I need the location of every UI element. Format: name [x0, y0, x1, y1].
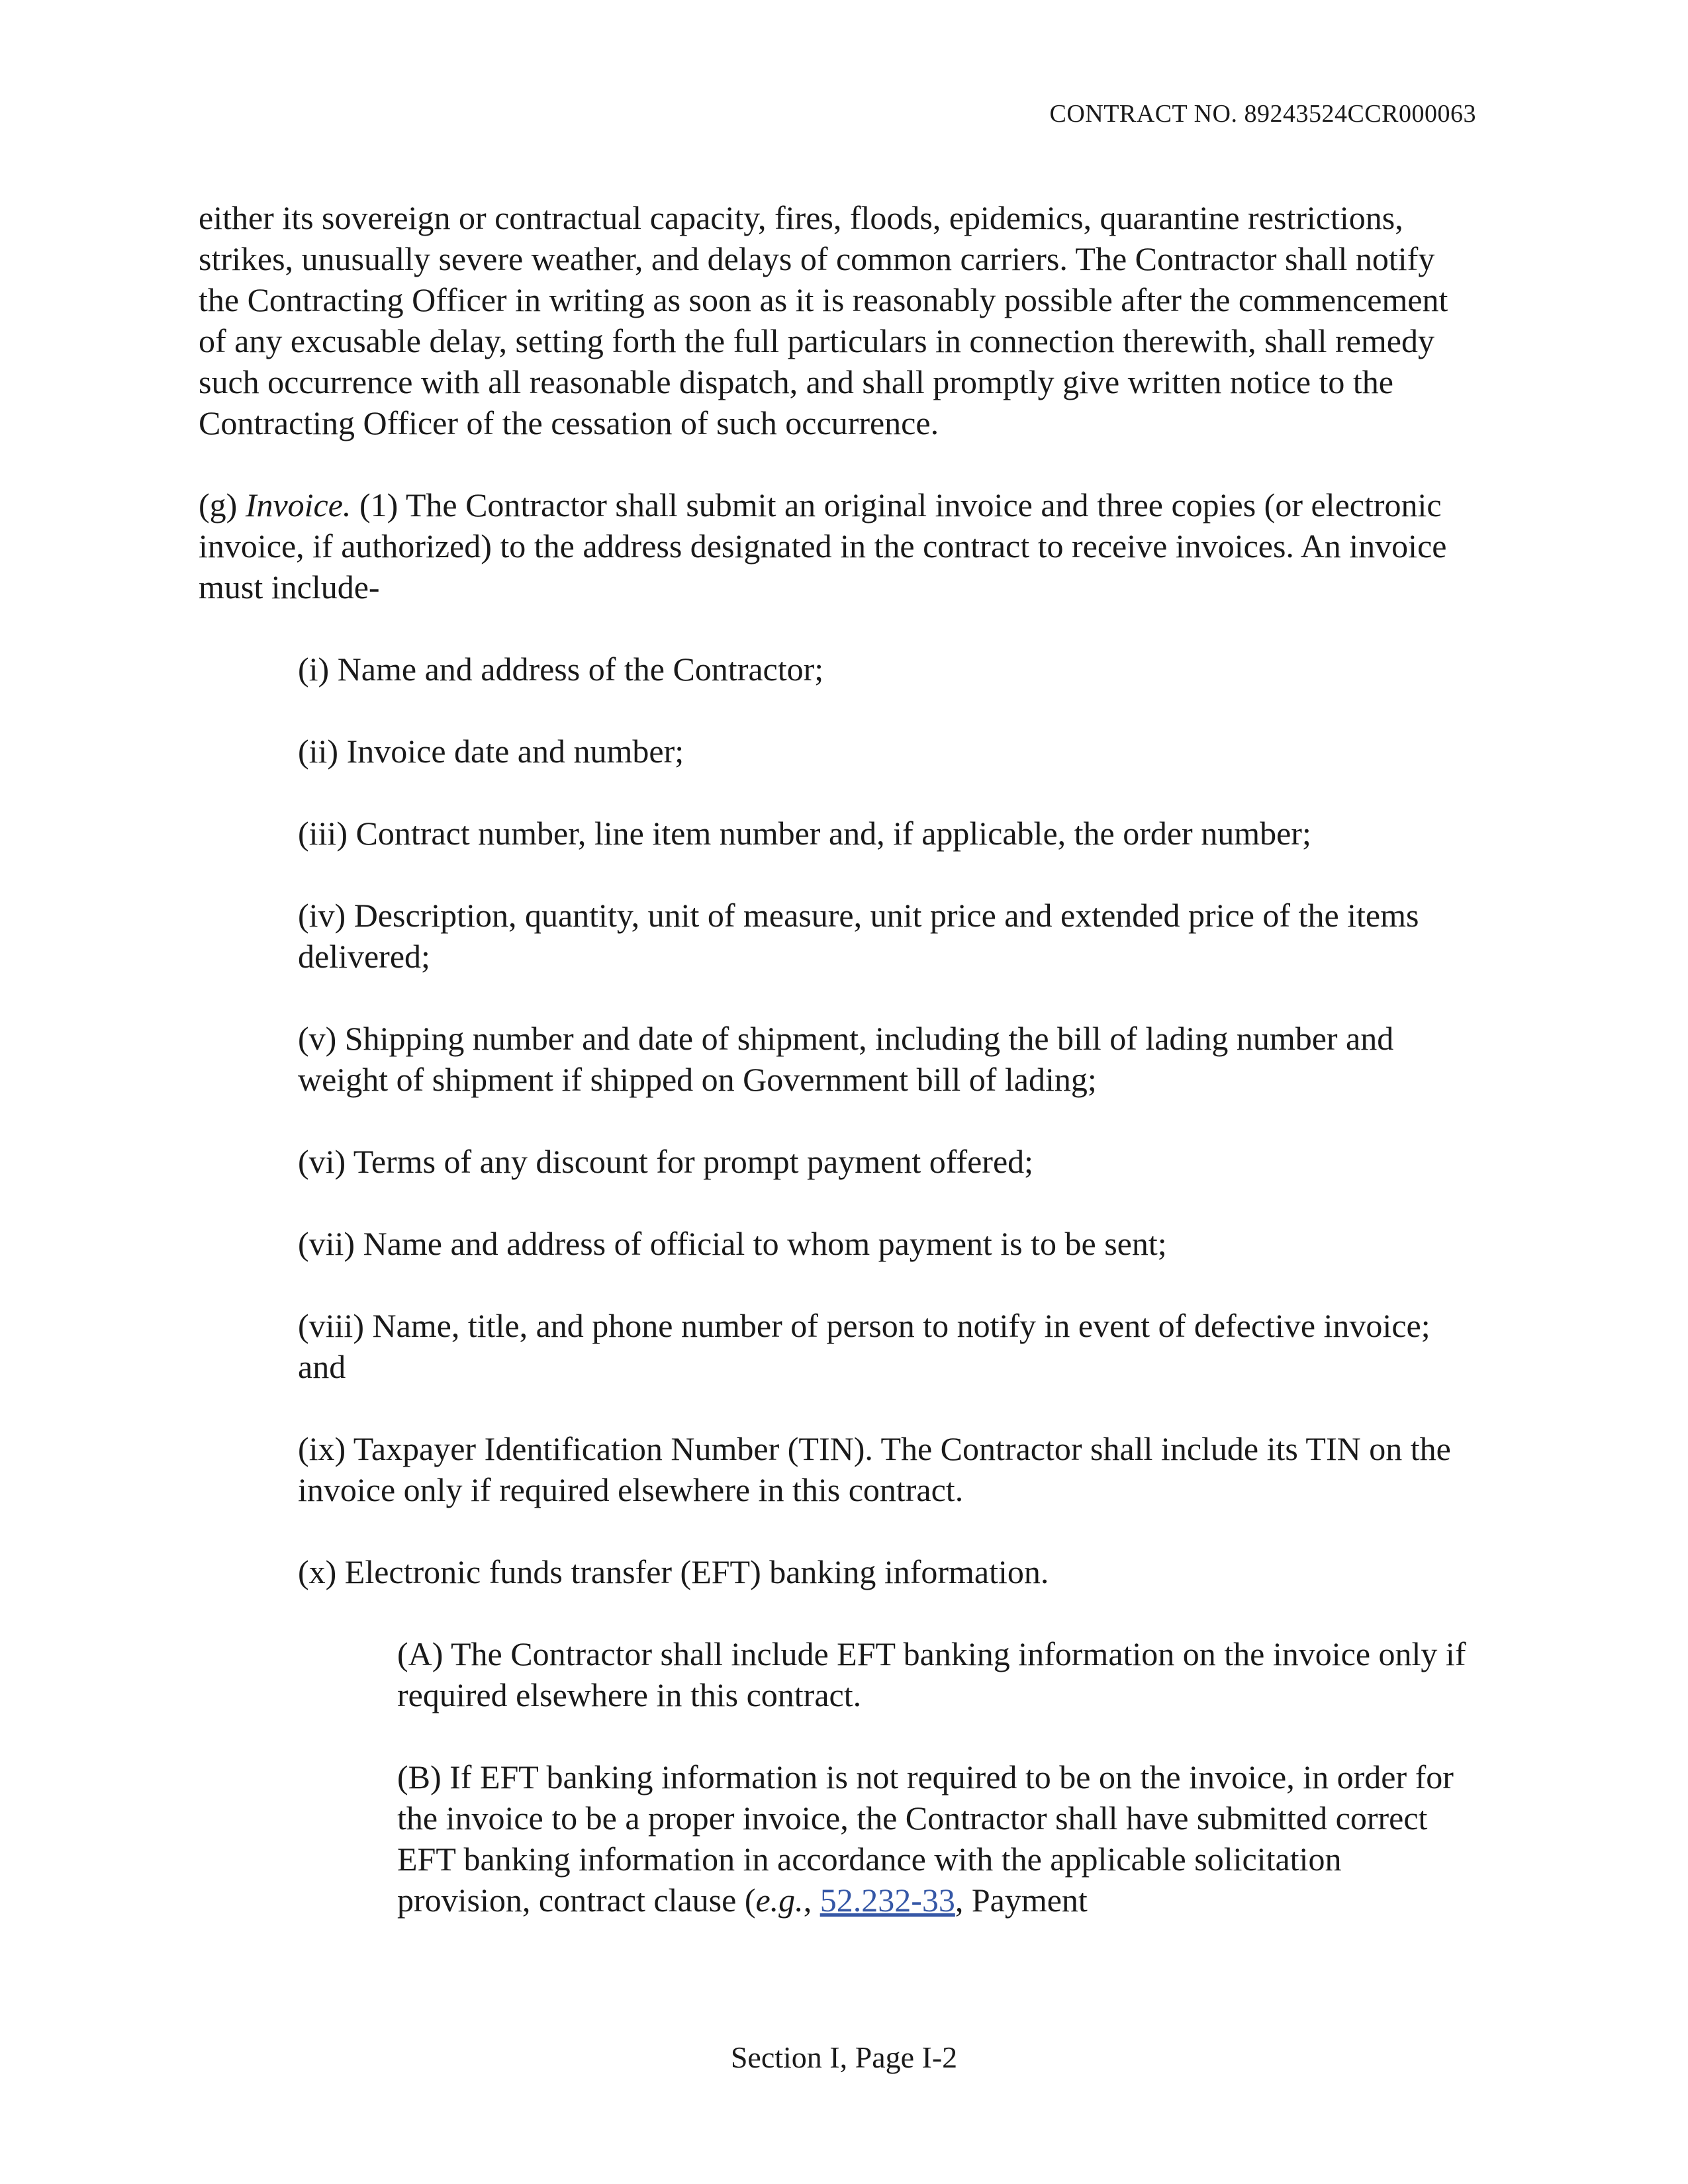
section-g-text: (1) The Contractor shall submit an original invoice and three copies (or electronic invoice, if authorized) to the address designated in the contract to receive invoices. An invoice must include- — [199, 486, 1447, 606]
eft-subitem-b-eg: e.g. — [755, 1882, 804, 1919]
clause-52-232-33-link[interactable]: 52.232-33 — [820, 1882, 955, 1919]
invoice-item-vii: (vii) Name and address of official to whom payment is to be sent; — [298, 1225, 1167, 1262]
eft-subitem-b — [397, 1756, 1483, 1921]
invoice-item-i: (i) Name and address of the Contractor; — [298, 651, 824, 688]
invoice-item-ii: (ii) Invoice date and number; — [298, 733, 684, 770]
continuation-paragraph: either its sovereign or contractual capacity, fires, floods, epidemics, quarantine restrictions, strikes, unusually severe weather, and delays of common carriers. The Contractor shall notify the Contracting Officer in writing as soon as it is reasonably possible after the commencement of any excusable delay, setting forth the full particulars in connection therewith, shall remedy such occurrence with all reasonable dispatch, and shall promptly give written notice to the Contracting Officer of the cessation of such occurrence. — [199, 199, 1448, 441]
eft-subitem-b-sep: , — [803, 1882, 820, 1919]
section-g-label: (g) — [199, 486, 246, 523]
invoice-item-viii: (viii) Name, title, and phone number of person to notify in event of defective invoice; and — [298, 1307, 1430, 1385]
invoice-item-iii: (iii) Contract number, line item number and, if applicable, the order number; — [298, 815, 1311, 852]
invoice-item-v: (v) Shipping number and date of shipment, including the bill of lading number and weight of shipment if shipped on Government bill of lading; — [298, 1020, 1394, 1098]
invoice-item-ix: (ix) Taxpayer Identification Number (TIN). The Contractor shall include its TIN on the invoice only if required elsewhere in this contract. — [298, 1430, 1451, 1508]
eft-subitem-a: (A) The Contractor shall include EFT banking information on the invoice only if required elsewhere in this contract. — [397, 1635, 1466, 1713]
contract-number-header: CONTRACT NO. 89243524CCR000063 — [1049, 100, 1476, 128]
section-g-title: Invoice. — [245, 486, 352, 523]
invoice-item-x: (x) Electronic funds transfer (EFT) banking information. — [298, 1553, 1049, 1590]
invoice-item-iv: (iv) Description, quantity, unit of measure, unit price and extended price of the items delivered; — [298, 897, 1419, 975]
page-footer: Section I, Page I-2 — [730, 2040, 958, 2074]
section-g-paragraph — [199, 484, 1483, 608]
eft-subitem-b-text: (B) If EFT banking information is not required to be on the invoice, in order for the invoice to be a proper invoice, the Contractor shall have submitted correct EFT banking information in accordance with the applicable solicitation provision, contract clause ( — [397, 1758, 1454, 1919]
invoice-item-vi: (vi) Terms of any discount for prompt payment offered; — [298, 1143, 1034, 1180]
eft-subitem-b-tail: , Payment — [955, 1882, 1088, 1919]
document-body — [199, 197, 1483, 1962]
